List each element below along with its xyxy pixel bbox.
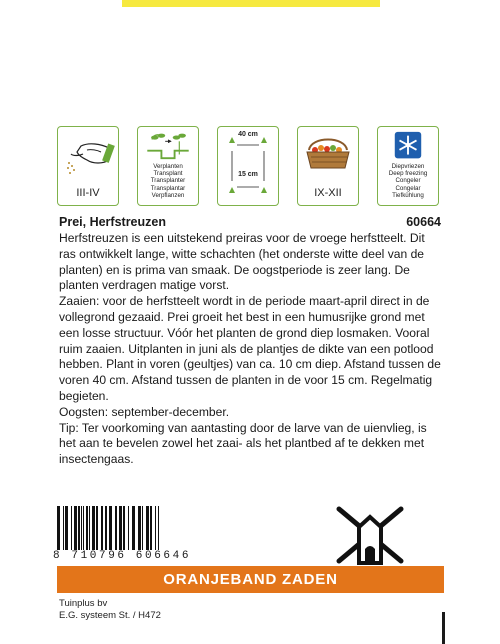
harvest-icon-box: [297, 126, 359, 206]
barcode-bar: [132, 506, 135, 552]
transplant-caption-nl: Verplanten: [153, 163, 183, 170]
freezing-caption-de: Tiefkühlung: [392, 191, 424, 199]
snowflake-icon: [381, 130, 435, 164]
barcode-bar: [128, 506, 129, 552]
tip-label: Tip: [59, 420, 76, 435]
barcode-bar: [89, 506, 90, 552]
barcode-bar: [74, 506, 77, 552]
transplant-icon-box: [137, 126, 199, 206]
windmill-logo: [325, 505, 415, 567]
barcode-bar: [101, 506, 103, 552]
packet-top: [0, 0, 500, 40]
barcode-bar: [109, 506, 112, 552]
barcode-bar: [150, 506, 152, 552]
harvest-paragraph: [59, 405, 443, 421]
freezing-caption-nl: Diepvriezen: [391, 163, 425, 170]
tip-paragraph: [59, 421, 443, 468]
product-name: Prei, Herfstreuzen: [59, 215, 166, 229]
harvest-text: : september-december.: [104, 404, 230, 419]
barcode-bar: [81, 506, 82, 552]
sowing-icon-box: [57, 126, 119, 206]
barcode-bar: [83, 506, 84, 552]
transplant-caption-en: Transplant: [153, 170, 183, 178]
spacing-icon-box: [217, 126, 279, 206]
harvest-basket-icon: [301, 130, 355, 180]
freezing-caption-fr: Congeler: [395, 177, 421, 185]
barcode-bar: [138, 506, 141, 552]
barcode-bar: [78, 506, 80, 552]
plant-spacing-icon: [221, 130, 275, 202]
barcode-bar: [71, 506, 72, 552]
barcode-bar: [65, 506, 68, 552]
freezing-icon-box: [377, 126, 439, 206]
sowing-text: : voor de herfstteelt wordt in de periode maart-april direct in de vollegrond gezaaid. Prei groeit het best in een humusrijke grond met een losse structuur. Vóór het planten de grond diep losmaken. Vooral ruim zaaien. Uitplanten in juni als de plantjes de dikte van een potlood hebben. Plant in voren (geultjes) van ca. 10 cm diep. Afstand tussen de voren 40 cm. Afstand tussen de planten in de voor 15 cm. Regelmatig begieten.: [59, 294, 441, 403]
intro-text: Herfstreuzen is een uitstekend preiras voor de vroege herfstteelt. Dit ras ontwikkelt lange, witte schachten (het onderste witte deel van de planten) en is prima van smaak. De oogstperiode is zeer lang. De planten verdragen matige vorst.: [59, 231, 425, 293]
freezing-caption-es: Congelar: [395, 184, 421, 192]
sowing-paragraph: [59, 294, 443, 405]
barcode-bar: [119, 506, 122, 552]
harvest-period: IX-XII: [314, 187, 342, 199]
packet-top-yellow-band: [122, 0, 380, 7]
barcode-bar: [123, 506, 125, 552]
barcode-bar: [86, 506, 88, 552]
freezing-caption: [378, 163, 438, 199]
sowing-label: Zaaien: [59, 294, 96, 309]
company-name: Tuinplus bv: [59, 598, 108, 609]
transplant-caption-fr: Transplanter: [150, 177, 186, 185]
barcode-bar: [142, 506, 143, 552]
barcode-bar: [146, 506, 149, 552]
barcode-bar: [155, 506, 156, 552]
row-distance: 40 cm: [238, 131, 258, 138]
plant-distance: 15 cm: [238, 171, 258, 178]
brand-name: ORANJEBAND ZADEN: [163, 571, 338, 588]
transplant-caption-de: Verpflanzen: [151, 191, 185, 199]
company-reference: E.G. systeem St. / H472: [59, 609, 161, 621]
footer: [59, 598, 161, 621]
sowing-hand-icon: [61, 130, 115, 180]
tip-text: : Ter voorkoming van aantasting door de larve van de uienvlieg, is het aan te bevelen zowel het zaai- als het plantbed af te dekken met insectengaas.: [59, 420, 427, 467]
product-title-row: [59, 215, 441, 231]
description-block: [59, 231, 443, 468]
packet-edge-mark: [442, 612, 445, 644]
icon-row: [57, 126, 441, 206]
product-code: 60664: [406, 215, 441, 229]
transplant-caption: [138, 163, 198, 199]
barcode-number: 8 710796 606646: [53, 550, 263, 562]
harvest-label: Oogsten: [59, 404, 105, 419]
barcode-bar: [92, 506, 95, 552]
barcode-bar: [105, 506, 107, 552]
transplant-icon: [141, 130, 195, 162]
freezing-caption-en: Deep freezing: [388, 170, 428, 178]
barcode-bar: [63, 506, 64, 552]
sowing-period: III-IV: [76, 187, 100, 199]
barcode-bar: [96, 506, 98, 552]
barcode-bar: [115, 506, 117, 552]
transplant-caption-es: Transplantar: [150, 184, 186, 192]
brand-banner: [57, 566, 444, 593]
